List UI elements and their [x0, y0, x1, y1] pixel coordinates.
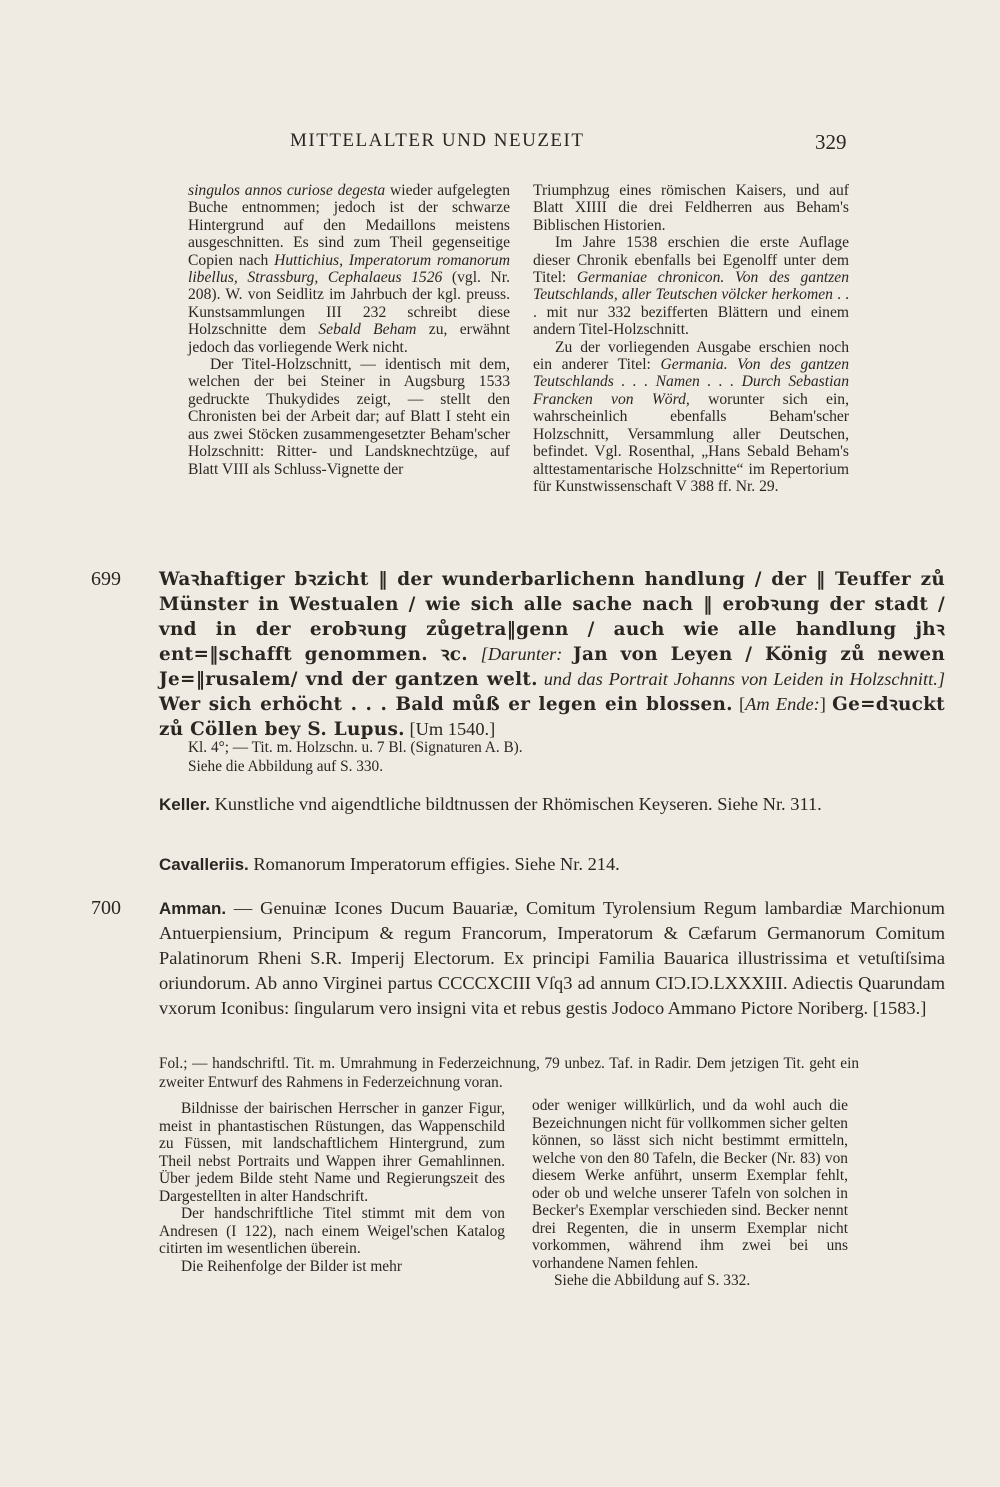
italic-text: und das Portrait Johanns von Leiden in Holzschnitt.] — [537, 669, 945, 689]
text-run: (vgl. Nr. 208). W. von Seidlitz im Jahrbuch der kgl. preuss. Kunstsammlungen III 232 schreibt diese Holzschnitte dem — [188, 269, 510, 339]
italic-text: singulos annos curiose degesta — [188, 182, 386, 199]
text-run: Der Titel-Holzschnitt, — identisch mit dem, welchen der bei Steiner in Augsburg 1533 gedruckte Thukydides zeigt, — stellt den Chronisten bei der Arbeit dar; auf Blatt I steht ein aus zwei Stöcken zusammengesetzter Beham'scher Holzschnitt: Ritter- und Landsknechtzüge, auf Blatt VIII als Schluss-Vignette der — [188, 356, 510, 478]
italic-text: [Darunter: — [480, 644, 574, 664]
text-run: [Um 1540.] — [404, 719, 496, 739]
text-run: Der handschriftliche Titel stimmt mit dem von Andresen (I 122), nach einem Weigel'schen Katalog citirten im wesentlichen überein. — [159, 1205, 505, 1257]
paragraph — [533, 339, 849, 496]
see-also-note: Siehe die Abbildung auf S. 330. — [188, 758, 384, 775]
blackletter-text: Waꝛhaftiger bꝛzicht ‖ der wunderbarlichenn handlung / der ‖ Teuffer zů Münster in Westualen / wie sich alle sache nach ‖ erobꝛung der stadt / vnd in der erobꝛung zůgetra‖genn / auch wie alle handlung jhꝛ ent=‖schafft genommen. ꝛc. — [159, 569, 945, 665]
cross-reference — [159, 792, 859, 817]
paragraph — [159, 1258, 505, 1276]
paragraph — [533, 182, 849, 234]
top-right-column — [533, 182, 849, 495]
italic-text: Sebald Beham — [318, 321, 417, 339]
entry-699 — [91, 567, 951, 742]
entry-700 — [91, 896, 951, 1021]
collation-note: Fol.; — handschriftl. Tit. m. Umrahmung in Federzeichnung, 79 unbez. Taf. in Radir. Dem jetzigen Tit. geht ein zweiter Entwurf des Rahmens in Federzeichnung voran. — [159, 1055, 859, 1091]
entry-number: 699 — [91, 568, 121, 590]
title-text: — Genuinæ Icones Ducum Bauariæ, Comitum Tyrolensium Regum lambardiæ Marchionum Antuerpiensium, Principum & regum Francorum, Imperatorum & Cæfarum Germanorum Comitum Palatinorum Rheni S.R. Imperij Electorum. Ex principi Familia Bauarica illustrissima et vetuſtiſsima oriundorum. Ab anno Virginei partus CCCCXCIII Vſq3 ad annum CIƆ.IƆ.LXXXIII. Adiectis Quarundam vxorum Iconibus: ſingularum vero insigni vita et rebus gestis Jodoco Ammano Pictore Noriberg. [1583.] — [159, 898, 945, 1018]
cross-reference-text — [159, 792, 859, 817]
text-run: worunter sich ein, wahrscheinlich ebenfalls Beham'scher Holzschnitt, Versammlung aller Deutschen, befindet. Vgl. Rosenthal, „Hans Sebald Beham's alttestamentarische Holzschnitte“ im Repertorium für Kunstwissenschaft V 388 ff. Nr. 29. — [533, 390, 849, 495]
author-name: Keller. — [159, 795, 211, 814]
paragraph — [188, 356, 510, 478]
paragraph — [159, 1205, 505, 1258]
text-run: . . . mit nur 332 bezifferten Blättern und einem andern Titel-Holzschnitt. — [533, 286, 850, 339]
reference-text: Kunstliche vnd aigendtliche bildtnussen der Rhömischen Keyseren. Siehe Nr. 311. — [210, 794, 822, 814]
bottom-right-column — [532, 1097, 848, 1290]
text-run: Zu der vorliegenden Ausgabe erschien noch ein anderer Titel: — [533, 338, 849, 374]
top-left-column — [188, 182, 510, 478]
paragraph — [188, 182, 510, 356]
text-run: [ — [732, 694, 746, 714]
text-run: zu, erwähnt jedoch das vorliegende Werk nicht. — [188, 321, 510, 356]
paragraph — [532, 1097, 848, 1272]
text-run: Bildnisse der bairischen Herrscher in ganzer Figur, meist in phantastischen Rüstungen, das Wappenschild zu Füssen, mit landschaftlichem Hintergrund, zum Theil nebst Portraits und Wappen ihrer Gemahlinnen. Über jedem Bilde steht Name und Regierungszeit des Dargestellten in alter Handschrift. — [159, 1100, 505, 1205]
paragraph — [159, 1100, 505, 1205]
blackletter-text: Jan von Leyen / König zů newen Je=‖rusalem/ vnd der gantzen welt. — [159, 644, 945, 690]
italic-text: Germaniae chronicon. Von des gantzen Teutschlands, aller Teutschen völcker herkomen — [533, 269, 849, 304]
entry-title — [159, 567, 945, 742]
page-number: 329 — [815, 130, 847, 154]
cross-reference-text — [159, 852, 859, 877]
bottom-left-column — [159, 1100, 505, 1275]
text-run: wieder aufgelegten Buche entnommen; jedoch ist der schwarze Hintergrund auf den Medaillons meistens ausgeschnitten. Es sind zum Theil gegenseitige Copien nach — [188, 182, 510, 269]
author-name: Amman. — [159, 899, 227, 918]
text-run: ] — [819, 694, 833, 714]
italic-text: Am Ende: — [745, 694, 820, 714]
cross-reference — [159, 852, 859, 877]
running-title: MITTELALTER UND NEUZEIT — [290, 130, 585, 151]
reference-text: Romanorum Imperatorum effigies. Siehe Nr. 214. — [248, 854, 620, 874]
blackletter-text: Wer sich erhöcht . . . Bald můß er legen ein blossen. — [159, 694, 733, 715]
entry-number: 700 — [91, 897, 121, 919]
paragraph — [532, 1272, 848, 1290]
paragraph — [533, 234, 849, 338]
text-run: Siehe die Abbildung auf S. 332. — [554, 1272, 751, 1289]
entry-699-notes — [188, 738, 848, 776]
text-run: Im Jahre 1538 erschien die erste Auflage dieser Chronik ebenfalls bei Egenolff unter dem Titel: — [533, 234, 849, 287]
italic-text: Huttichius, Imperatorum romanorum libellus, Strassburg, Cephalaeus 1526 — [188, 251, 510, 287]
text-run: Die Reihenfolge der Bilder ist mehr — [181, 1257, 402, 1275]
text-run: oder weniger willkürlich, und da wohl auch die Bezeichnungen nicht für vollkommen sicher gelten können, so lässt sich nicht bestimmt ermitteln, welche von den 80 Tafeln, die Becker (Nr. 83) von diesem Werke anführt, unserm Exemplar fehlt, oder ob und welche unserer Tafeln von solchen in Becker's Exemplar verschieden sind. Becker nennt drei Regenten, die in unserm Exemplar nicht vorkommen, während ihm zwei bei uns vorhandene Namen fehlen. — [532, 1097, 848, 1272]
collation-note: Kl. 4°; — Tit. m. Holzschn. u. 7 Bl. (Signaturen A. B). — [188, 739, 523, 756]
blackletter-text: Ge=dꝛuckt zů Cöllen bey S. Lupus. — [159, 694, 945, 740]
text-run: Triumphzug eines römischen Kaisers, und auf Blatt XIIII die drei Feldherren aus Beham's Biblischen Historien. — [533, 182, 849, 234]
italic-text: Germania. Von des gantzen Teutschlands . . . Namen . . . Durch Sebastian Francken von Wörd, — [533, 356, 850, 408]
author-name: Cavalleriis. — [159, 855, 249, 874]
entry-title — [159, 896, 945, 1021]
